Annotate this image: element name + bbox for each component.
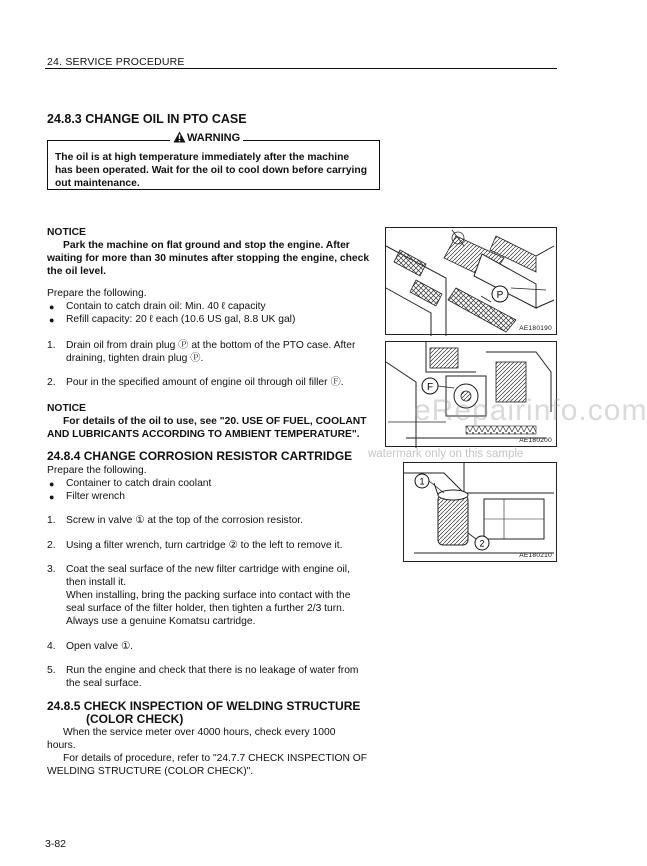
paragraph-line: WELDING STRUCTURE (COLOR CHECK)". <box>47 766 254 777</box>
corrosion-resistor-illustration <box>404 463 558 563</box>
notice-label: NOTICE <box>47 227 86 238</box>
figure-corrosion-resistor <box>403 462 557 562</box>
callout-f: F <box>426 382 434 393</box>
callout-1: 1 <box>419 476 425 487</box>
notice-label: NOTICE <box>47 403 86 414</box>
callout-2: 2 <box>479 538 485 549</box>
section-title-welding-inspection-2: (COLOR CHECK) <box>86 712 184 726</box>
list-item: Container to catch drain coolant <box>66 478 212 489</box>
bullet-dot: ● <box>49 315 55 325</box>
running-header: 24. SERVICE PROCEDURE <box>47 56 185 68</box>
step-text-line: Open valve ①. <box>66 641 134 652</box>
step-number: 3. <box>47 564 56 575</box>
step-text-line: the seal surface. <box>66 678 142 689</box>
notice-text-line: AND LUBRICANTS ACCORDING TO AMBIENT TEMPERATURE". <box>47 429 360 440</box>
step-number: 1. <box>47 340 56 351</box>
list-item: Filter wrench <box>66 491 125 502</box>
bullet-dot: ● <box>49 492 55 502</box>
section-title-corrosion-resistor: 24.8.4 CHANGE CORROSION RESISTOR CARTRIDGE <box>47 449 353 463</box>
warning-text <box>55 151 375 190</box>
list-item: Refill capacity: 20 ℓ each (10.6 US gal, 8.8 UK gal) <box>66 314 296 325</box>
figure-code: AE180200 <box>519 437 552 444</box>
callout-p: P <box>496 290 504 301</box>
paragraph-line: When the service meter over 4000 hours, check every 1000 <box>63 727 336 738</box>
step-number: 2. <box>47 540 56 551</box>
step-text-line: When installing, bring the packing surface into contact with the <box>66 590 351 601</box>
header-rule <box>45 68 557 69</box>
section-title-welding-inspection: 24.8.5 CHECK INSPECTION OF WELDING STRUCTURE <box>47 699 361 713</box>
step-number: 1. <box>47 515 56 526</box>
list-item: Contain to catch drain oil: Min. 40 ℓ capacity <box>66 301 266 312</box>
notice-text-line: the oil level. <box>47 266 106 277</box>
prepare-text: Prepare the following. <box>47 465 147 476</box>
step-text-line: then install it. <box>66 577 127 588</box>
section-title-pto-oil: 24.8.3 CHANGE OIL IN PTO CASE <box>47 112 247 126</box>
warning-line: has been operated. Wait for the oil to cool down before carrying <box>55 165 367 176</box>
page-number: 3-82 <box>45 838 67 850</box>
warning-triangle-icon <box>173 131 186 146</box>
step-text-line: Always use a genuine Komatsu cartridge. <box>66 616 256 627</box>
warning-label-text: WARNING <box>187 132 241 144</box>
warning-line: The oil is at high temperature immediately after the machine <box>55 152 350 163</box>
warning-label <box>170 131 243 146</box>
notice-text-line: Park the machine on flat ground and stop the engine. After <box>63 240 350 251</box>
watermark-note: watermark only on this sample <box>368 448 524 460</box>
step-number: 4. <box>47 641 56 652</box>
step-text-line: Using a filter wrench, turn cartridge ② to the left to remove it. <box>66 540 343 551</box>
warning-line: out maintenance. <box>55 178 140 189</box>
step-text-line: Run the engine and check that there is no leakage of water from <box>66 665 359 676</box>
paragraph-line: hours. <box>47 740 76 751</box>
step-text-line: Coat the seal surface of the new filter cartridge with engine oil, <box>66 564 350 575</box>
watermark-brand: eRepairinfo.com <box>414 394 647 427</box>
step-number: 2. <box>47 377 56 388</box>
notice-text-line: waiting for more than 30 minutes after stopping the engine, check <box>47 253 370 264</box>
paragraph-line: For details of procedure, refer to "24.7.7 CHECK INSPECTION OF <box>63 753 368 764</box>
bullet-dot: ● <box>49 479 55 489</box>
step-text-line: Screw in valve ① at the top of the corrosion resistor. <box>66 515 304 526</box>
notice-text-line: For details of the oil to use, see "20. USE OF FUEL, COOLANT <box>63 416 367 427</box>
figure-pto-drain-plug <box>385 227 557 335</box>
figure-code: AE180210 <box>519 552 552 559</box>
prepare-text: Prepare the following. <box>47 288 147 299</box>
step-text-line: Drain oil from drain plug Ⓟ at the bottom of the PTO case. After <box>66 340 356 351</box>
step-text-line: draining, tighten drain plug Ⓟ. <box>66 353 204 364</box>
bullet-dot: ● <box>49 302 55 312</box>
pto-case-illustration <box>386 228 558 336</box>
figure-code: AE180190 <box>519 325 552 332</box>
step-number: 5. <box>47 665 56 676</box>
step-text-line: seal surface of the filter holder, then tighten a further 2/3 turn. <box>66 603 345 614</box>
step-text-line: Pour in the specified amount of engine oil through oil filler Ⓕ. <box>66 377 344 388</box>
